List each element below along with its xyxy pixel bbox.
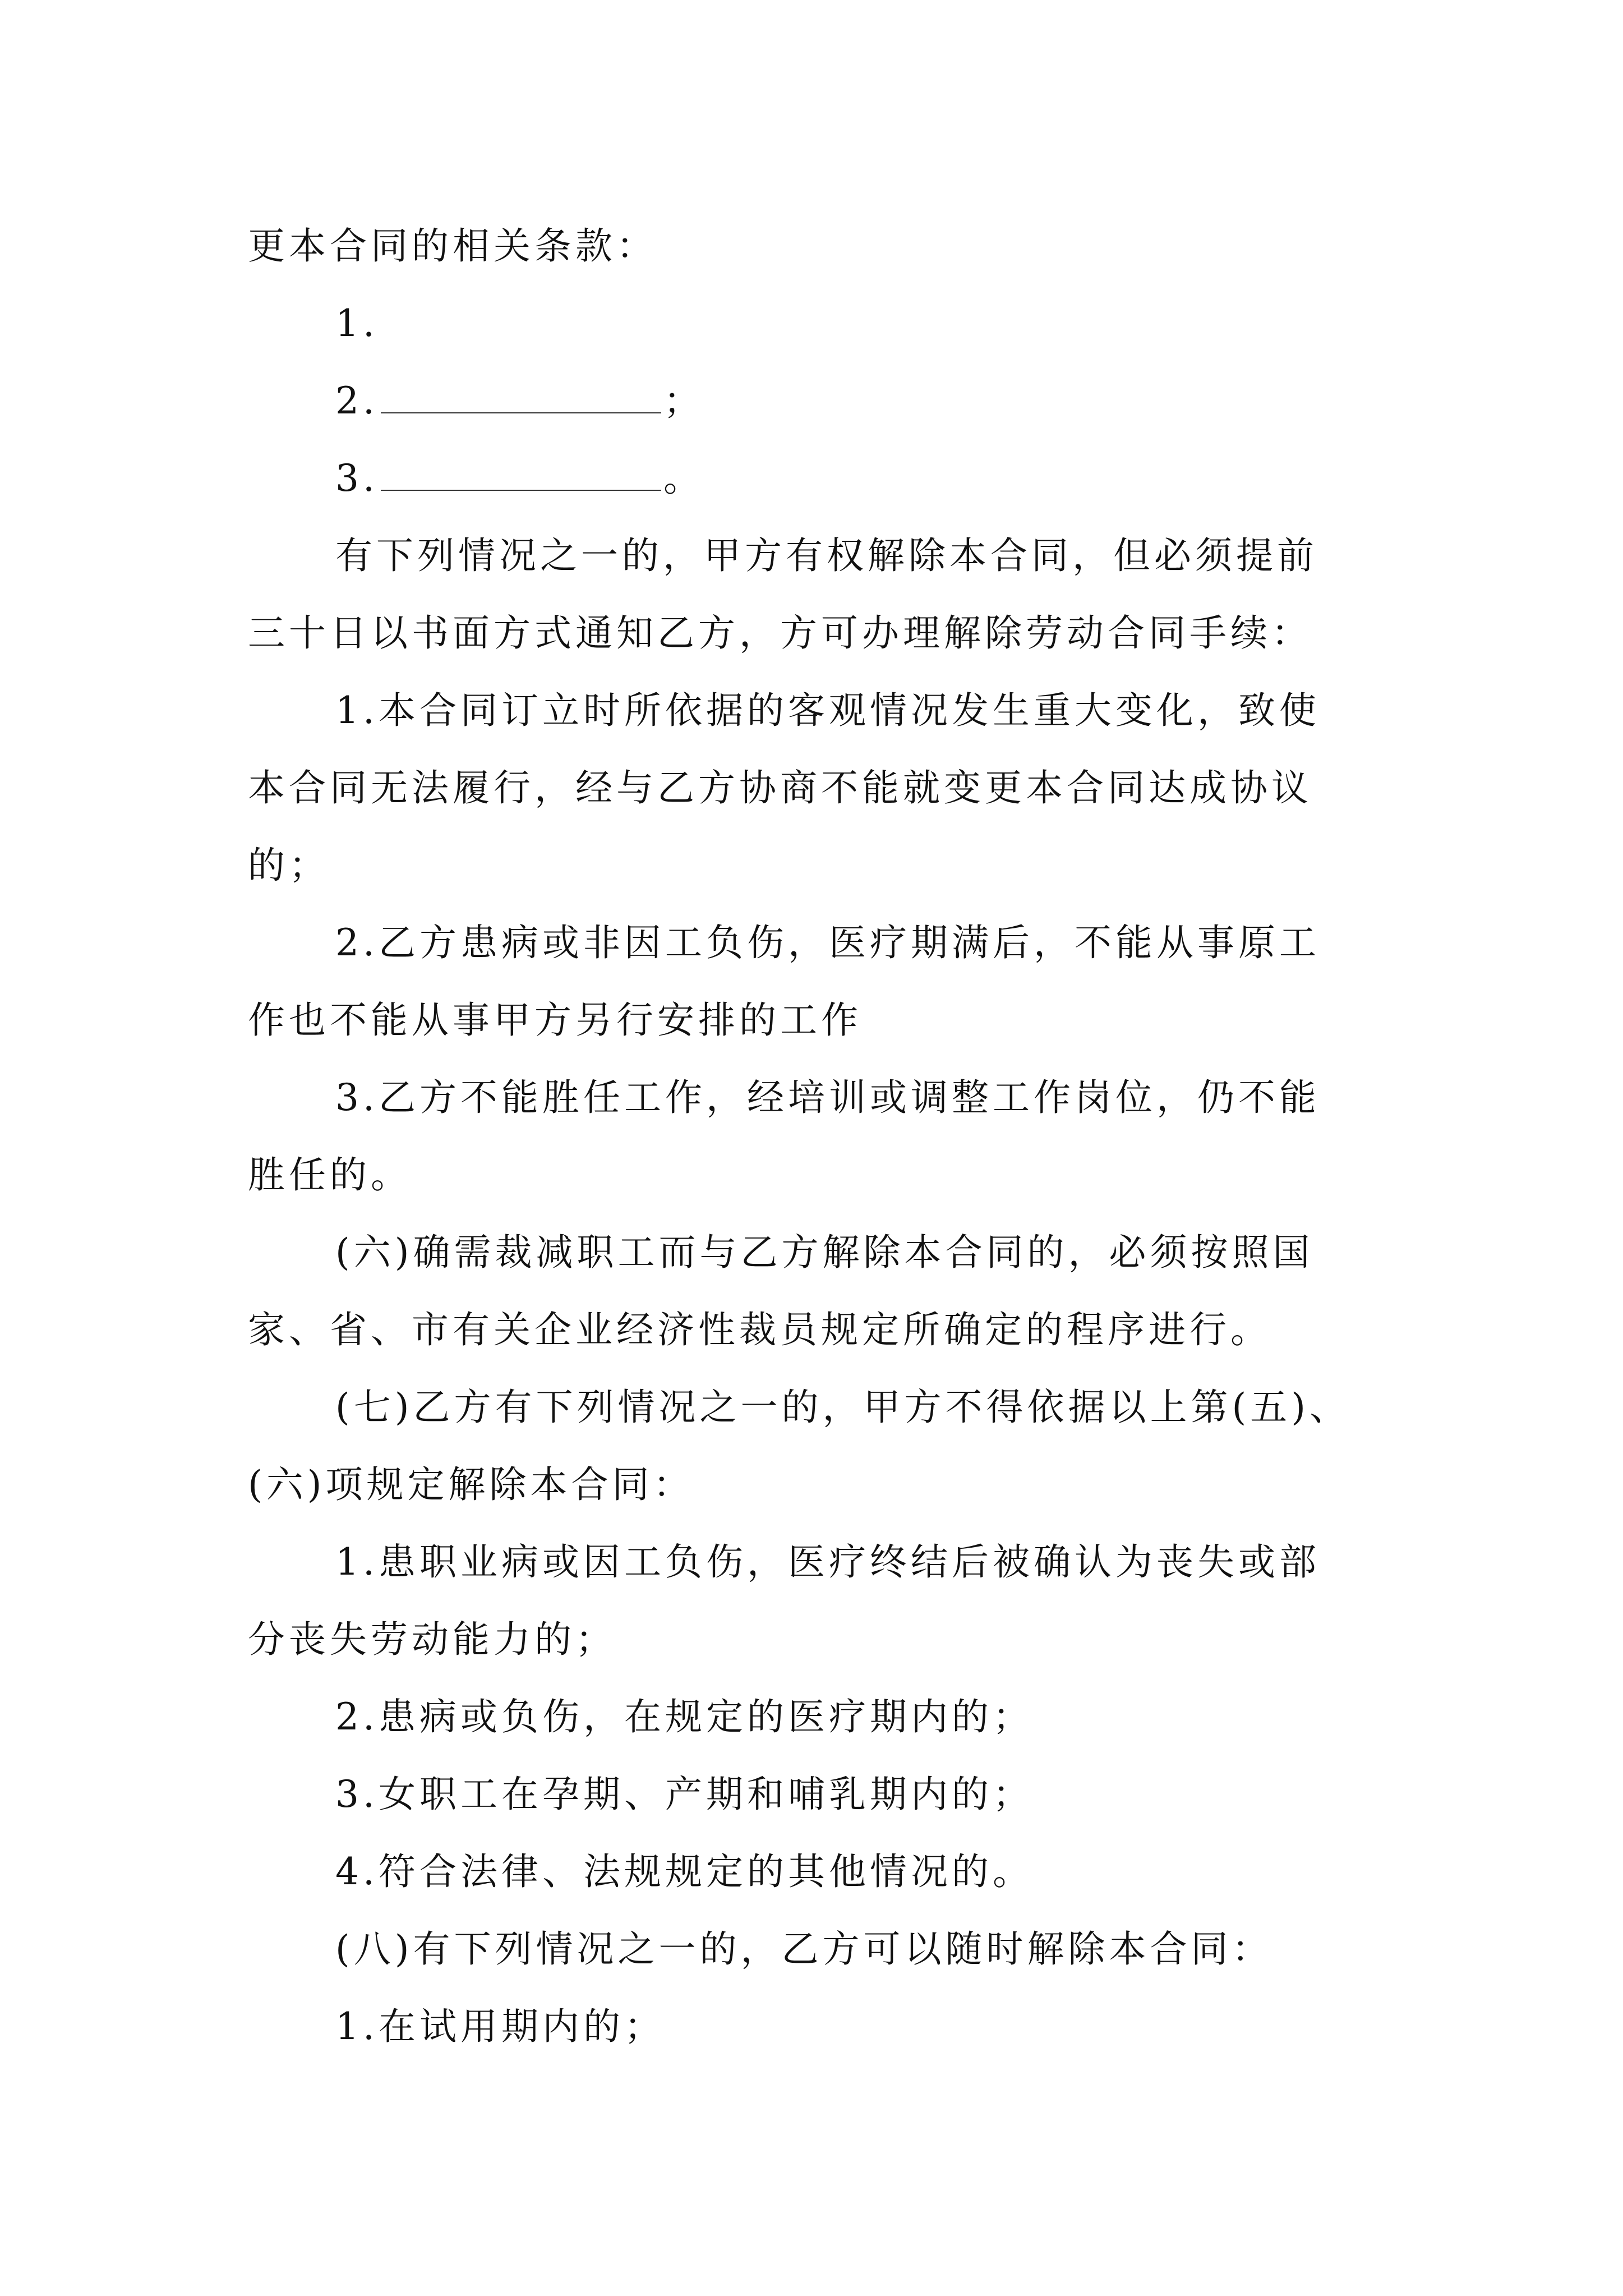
paragraph-line: 本合同无法履行，经与乙方协商不能就变更本合同达成协议 [248,766,1312,809]
list-item [248,285,1442,362]
paragraph-line: (六)项规定解除本合同： [248,1463,694,1506]
paragraph-line: (六)确需裁减职工而与乙方解除本合同的，必须按照国 [335,1231,1314,1274]
paragraph-line: 3.女职工在孕期、产期和哺乳期内的； [335,1773,1034,1816]
paragraph-line: 1.患职业病或因工负伤，医疗终结后被确认为丧失或部 [335,1540,1320,1584]
list-punctuation: 。 [663,457,704,500]
document-body [248,208,1442,2065]
paragraph-line: 3.乙方不能胜任工作，经培训或调整工作岗位，仍不能 [335,1076,1320,1119]
paragraph-line: 三十日以书面方式通知乙方，方可办理解除劳动合同手续： [248,611,1312,655]
paragraph-line: 胜任的。 [248,1153,412,1197]
paragraph-line: 2.乙方患病或非因工负伤，医疗期满后，不能从事原工 [335,921,1320,964]
paragraph-line: 1.在试用期内的； [335,2005,665,2048]
list-number: 3. [335,457,379,500]
paragraph-line: 作也不能从事甲方另行安排的工作 [248,999,862,1042]
list-item [248,440,1442,517]
list-item [248,362,1442,440]
text-line: 更本合同的相关条款： [248,224,657,268]
paragraph-line: 1.本合同订立时所依据的客观情况发生重大变化，致使 [335,689,1320,732]
paragraph-line: 4.符合法律、法规规定的其他情况的。 [335,1850,1034,1893]
paragraph-line: (八)有下列情况之一的，乙方可以随时解除本合同： [335,1927,1273,1971]
paragraph-line: 2.患病或负伤，在规定的医疗期内的； [335,1695,1034,1738]
paragraph-line: 的； [248,844,330,887]
paragraph-line: 分丧失劳动能力的； [248,1618,616,1661]
paragraph-line: (七)乙方有下列情况之一的，甲方不得依据以上第(五)、 [335,1386,1350,1429]
fill-in-blank [381,373,661,413]
list-punctuation: ； [663,379,704,422]
list-number: 2. [335,379,379,422]
paragraph-line: 家、省、市有关企业经济性裁员规定所确定的程序进行。 [248,1308,1271,1351]
list-number: 1. [335,302,379,345]
paragraph-line: 有下列情况之一的，甲方有权解除本合同，但必须提前 [335,534,1318,577]
fill-in-blank [381,450,661,491]
